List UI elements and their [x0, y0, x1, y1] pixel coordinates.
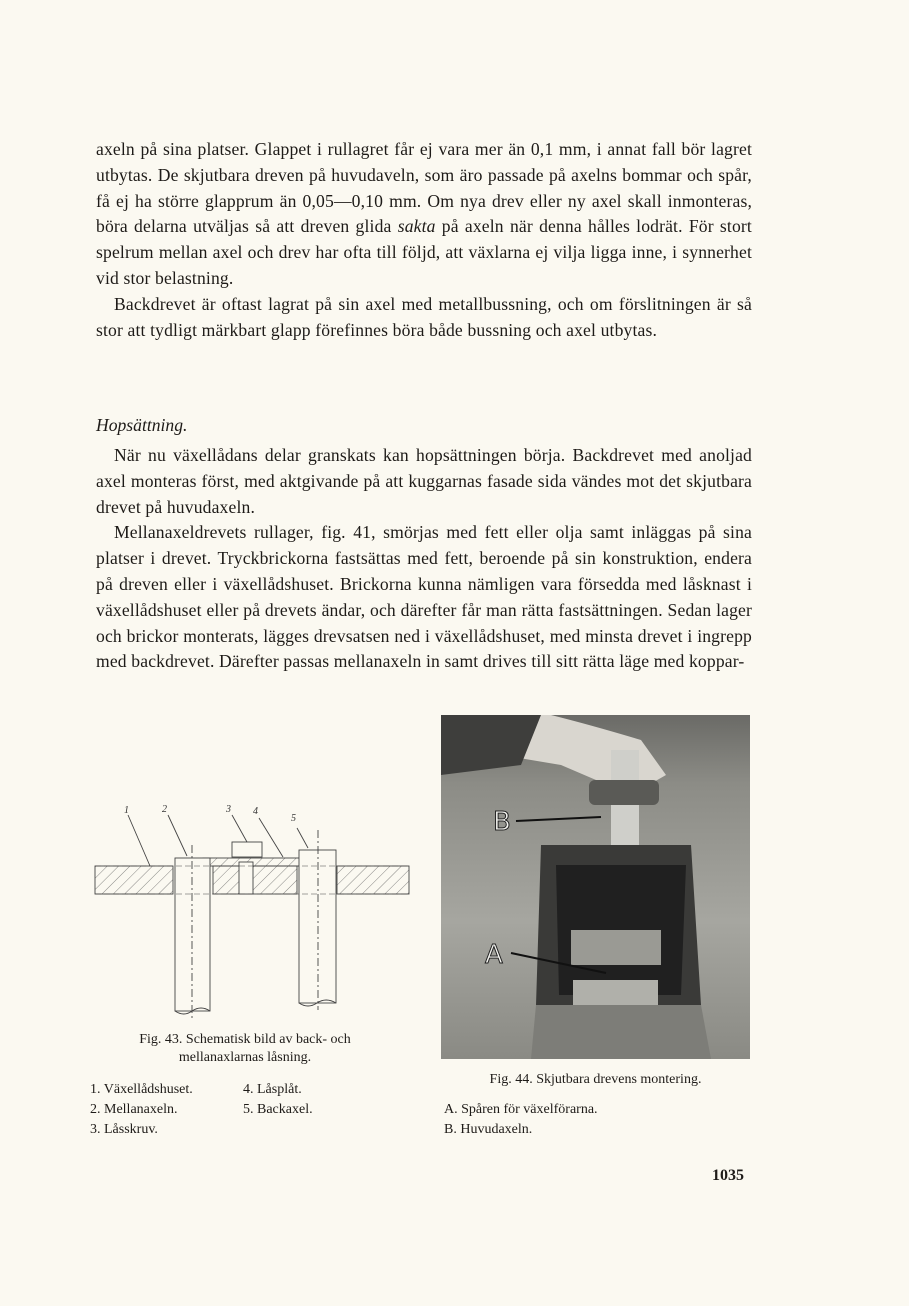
paragraph: Mellanaxeldrevets rullager, fig. 41, smörjas med fett eller olja samt inläggas på sina platser i drevet. Tryckbrickorna fastsättas med fett, beroende på sin konstruktion, endera på dreven eller i växellådshuset. Brickorna kunna nämligen vara försedda med låsknast i växellådshuset eller på drevets ändar, och därefter får man rätta fastsättningen. Sedan lager och brickor monterats, lägges drevsatsen ned i växellådshuset, med minsta drevet i ingrepp med backdrevet. Därefter passas mellanaxeln in samt drives till sitt rätta läge med koppar-	[96, 522, 752, 672]
gearbox-photo-illustration	[441, 715, 750, 1059]
legend-item: A. Spåren för växelförarna.	[444, 1102, 598, 1117]
caption-line: Fig. 43. Schematisk bild av back- och	[139, 1032, 351, 1047]
emphasis: sakta	[397, 216, 436, 237]
section-heading: Hopsättning.	[96, 415, 188, 435]
legend-item: 3. Låsskruv.	[90, 1122, 158, 1137]
photo-label-b: B	[493, 807, 511, 837]
body-text-bottom	[96, 443, 752, 675]
fig43-caption	[100, 1031, 390, 1067]
legend-item: B. Huvudaxeln.	[444, 1122, 533, 1137]
fig44-photo	[441, 715, 750, 1059]
photo-label-a: A	[485, 940, 503, 970]
bolt	[239, 862, 253, 894]
housing-right	[337, 866, 409, 894]
shaft-2	[175, 858, 210, 1011]
bolt-head	[232, 842, 262, 857]
fig44-caption: Fig. 44. Skjutbara drevens montering.	[489, 1072, 702, 1087]
diagram-label: 3	[226, 804, 231, 815]
page-number: 1035	[712, 1167, 744, 1184]
paragraph: När nu växellådans delar granskats kan hopsättningen börja. Backdrevet med anoljad axel monteras först, med aktgivande på att kuggarnas fasade sida vändes mot det skjutbara drevet på huvudaxeln.	[96, 445, 752, 517]
legend-item: 1. Växellådshuset.	[90, 1082, 193, 1097]
diagram-label: 5	[291, 813, 296, 824]
fig44-legend	[444, 1100, 598, 1140]
diagram-label: 1	[124, 805, 129, 816]
lock-plate	[203, 858, 307, 866]
paragraph: Backdrevet är oftast lagrat på sin axel med metallbussning, och om förslitningen är så stor att tydligt märkbart glapp förefinnes böra både bussning och axel utbytas.	[96, 293, 752, 340]
fig43-legend-col1	[90, 1080, 193, 1140]
text: på axeln när denna hålles lodrät. För stort spelrum mellan axel och drev har ofta till följd, att växlarna ej vilja ligga inne, i synnerhet vid stor belastning.	[96, 216, 752, 288]
legend-item: 4. Låsplåt.	[243, 1082, 302, 1097]
paragraph	[96, 137, 752, 292]
caption-line: mellanaxlarnas låsning.	[178, 1050, 312, 1065]
diagram-label: 2	[162, 804, 167, 815]
housing-middle	[213, 866, 297, 894]
housing-left	[95, 866, 173, 894]
fig43-legend-col2	[243, 1080, 313, 1120]
legend-item: 5. Backaxel.	[243, 1102, 313, 1117]
body-text-top	[96, 137, 752, 343]
shaft-5	[299, 850, 336, 1003]
diagram-label: 4	[253, 806, 258, 817]
text: axeln på sina platser. Glappet i rullagret får ej vara mer än 0,1 mm, i annat fall bör lagret utbytas. De skjutbara dreven på huvudaveln, som äro passade på axelns bommar och spår, få ej ha större glapprum än 0,05—0,10 mm. Om nya drev eller ny axel skall inmonteras, böra delarna utväljas så att dreven glida	[96, 139, 752, 237]
legend-item: 2. Mellanaxeln.	[90, 1102, 178, 1117]
